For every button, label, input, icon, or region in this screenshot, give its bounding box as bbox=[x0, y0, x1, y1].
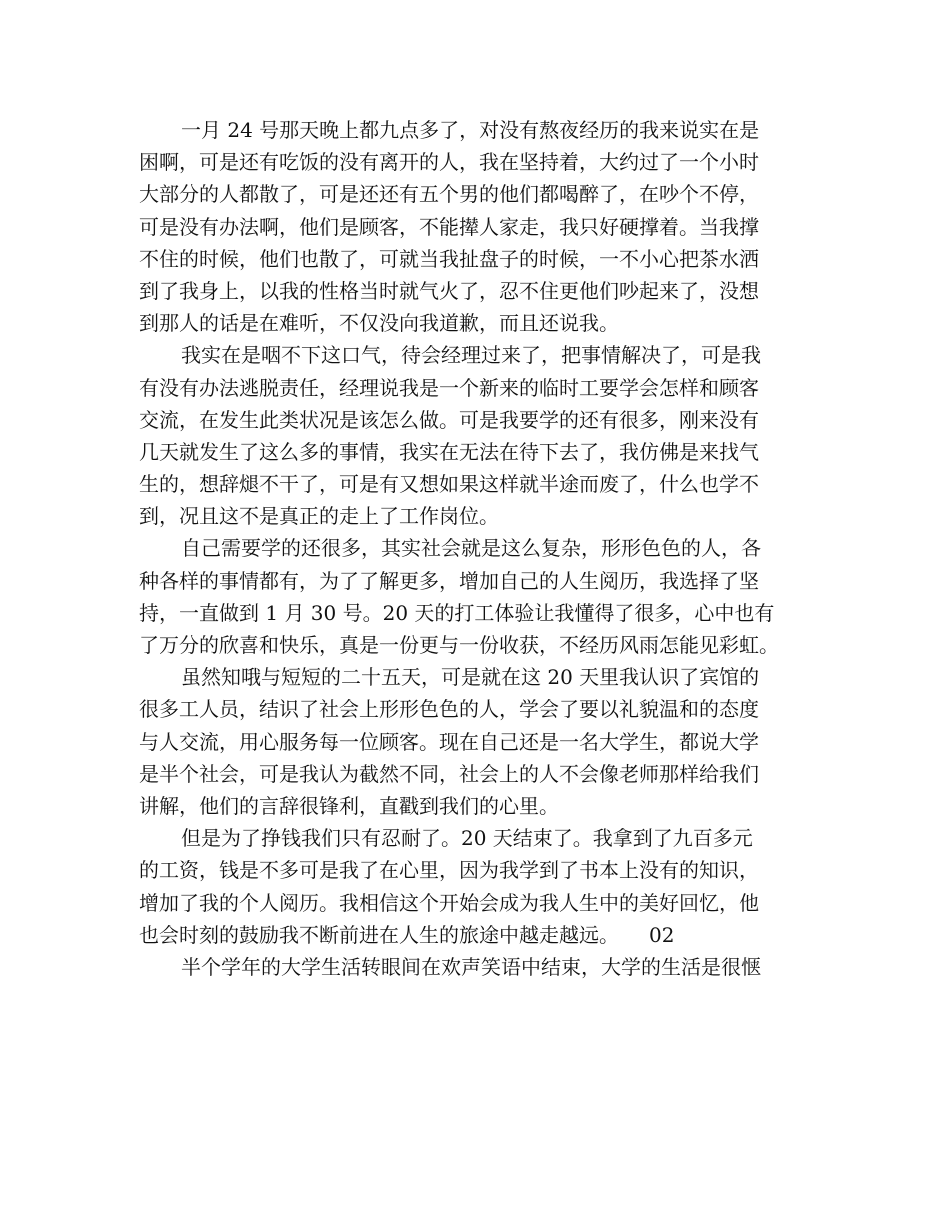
paragraph-first-line: 一月 24 号那天晚上都九点多了，对没有熬夜经历的我来说实在是 bbox=[181, 118, 760, 142]
paragraph-first-line: 自己需要学的还很多，其实社会就是这么复杂，形形色色的人，各 bbox=[181, 536, 761, 561]
paragraph-line: 大部分的人都散了，可是还还有五个男的他们都喝醉了，在吵个不停， bbox=[139, 182, 759, 207]
paragraph-line: 到那人的话是在难听，不仅没向我道歉，而且还说我。 bbox=[139, 311, 619, 336]
paragraph-line: 是半个社会，可是我认为截然不同，社会上的人不会像老师那样给我们 bbox=[139, 761, 759, 786]
paragraph-line: 交流，在发生此类状况是该怎么做。可是我要学的还有很多，刚来没有 bbox=[139, 407, 759, 432]
paragraph-line: 的工资，钱是不多可是我了在心里，因为我学到了书本上没有的知识， bbox=[139, 858, 759, 883]
paragraph-first-line: 我实在是咽不下这口气，待会经理过来了，把事情解决了，可是我 bbox=[181, 343, 761, 368]
paragraph-first-line: 但是为了挣钱我们只有忍耐了。20 天结束了。我拿到了九百多元 bbox=[181, 826, 753, 851]
paragraph-line: 不住的时候，他们也散了，可就当我扯盘子的时候，一不小心把茶水洒 bbox=[139, 246, 759, 271]
paragraph-line: 生的，想辞煺不干了，可是有又想如果这样就半途而废了，什么也学不 bbox=[139, 472, 759, 497]
paragraph-line: 很多工人员，结识了社会上形形色色的人，学会了要以礼貌温和的态度 bbox=[139, 697, 759, 722]
paragraph-line: 有没有办法逃脱责任，经理说我是一个新来的临时工要学会怎样和顾客 bbox=[139, 375, 759, 400]
paragraph-line: 可是没有办法啊，他们是顾客，不能撵人家走，我只好硬撑着。当我撑 bbox=[139, 214, 759, 239]
paragraph-line: 种各样的事情都有，为了了解更多，增加自己的人生阅历，我选择了坚 bbox=[139, 568, 759, 593]
paragraph-line: 与人交流，用心服务每一位顾客。现在自己还是一名大学生，都说大学 bbox=[139, 729, 759, 754]
paragraph-line: 到，况且这不是真正的走上了工作岗位。 bbox=[139, 504, 499, 529]
paragraph-first-line: 半个学年的大学生活转眼间在欢声笑语中结束，大学的生活是很惬 bbox=[181, 954, 761, 979]
paragraph-line: 到了我身上，以我的性格当时就气火了，忍不住更他们吵起来了，没想 bbox=[139, 278, 759, 303]
paragraph-line: 也会时刻的鼓励我不断前进在人生的旅途中越走越远。 02 bbox=[139, 922, 675, 947]
paragraph-line: 讲解，他们的言辞很锋利，直戳到我们的心里。 bbox=[139, 793, 559, 818]
paragraph-first-line: 虽然知哦与短短的二十五天，可是就在这 20 天里我认识了宾馆的 bbox=[181, 665, 760, 690]
paragraph-line: 持，一直做到 1 月 30 号。20 天的打工体验让我懂得了很多，心中也有 bbox=[139, 600, 775, 625]
paragraph-line: 增加了我的个人阅历。我相信这个开始会成为我人生中的美好回忆，他 bbox=[139, 890, 759, 915]
document-body bbox=[139, 114, 815, 983]
paragraph-line: 了万分的欣喜和快乐，真是一份更与一份收获，不经历风雨怎能见彩虹。 bbox=[139, 633, 779, 657]
paragraph-line: 困啊，可是还有吃饭的没有离开的人，我在坚持着，大约过了一个小时 bbox=[139, 150, 759, 175]
paragraph-line: 几天就发生了这么多的事情，我实在无法在待下去了，我仿佛是来找气 bbox=[139, 439, 759, 464]
